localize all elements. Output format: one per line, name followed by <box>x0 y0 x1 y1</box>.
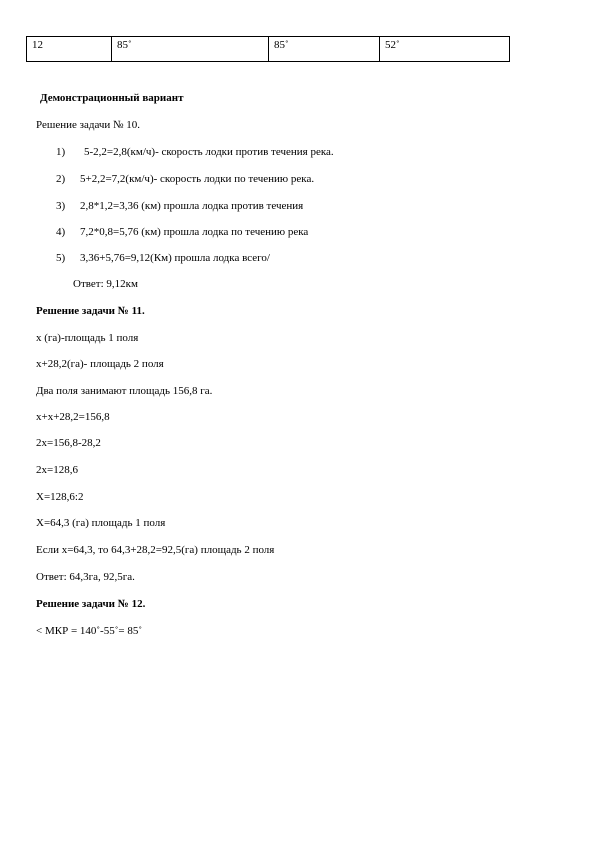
task10-step <box>56 252 270 264</box>
task11-line: х+28,2(га)- площадь 2 поля <box>36 358 164 370</box>
task12-line: < МКР = 140˚-55˚= 85˚ <box>36 625 142 637</box>
task11-heading: Решение задачи № 11. <box>36 305 145 317</box>
task11-line: х (га)-площадь 1 поля <box>36 332 139 344</box>
task11-line: 2х=128,6 <box>36 464 78 476</box>
task10-step <box>56 200 303 212</box>
step-text: 2,8*1,2=3,36 (км) прошла лодка против течения <box>80 200 304 212</box>
task11-line: Х=64,3 (га) площадь 1 поля <box>36 517 166 529</box>
table-cell: 52˚ <box>380 37 510 62</box>
answers-table <box>26 36 510 62</box>
step-text: 3,36+5,76=9,12(Км) прошла лодка всего/ <box>80 252 270 264</box>
table-row <box>27 37 510 62</box>
step-text: 5-2,2=2,8(км/ч)- скорость лодки против течения река. <box>84 146 334 158</box>
task11-line: 2х=156,8-28,2 <box>36 437 101 449</box>
task10-step <box>56 173 314 185</box>
step-text: 5+2,2=7,2(км/ч)- скорость лодки по течению река. <box>80 173 315 185</box>
task10-step <box>56 226 308 238</box>
task11-line: х+х+28,2=156,8 <box>36 411 110 423</box>
task10-answer: Ответ: 9,12км <box>73 278 138 290</box>
demo-title: Демонстрационный вариант <box>40 92 184 104</box>
step-number: 5) <box>56 252 66 264</box>
task11-line: Х=128,6:2 <box>36 491 84 503</box>
table-cell: 85˚ <box>269 37 380 62</box>
task12-heading: Решение задачи № 12. <box>36 598 146 610</box>
table-cell: 12 <box>27 37 112 62</box>
task11-line: Два поля занимают площадь 156,8 га. <box>36 385 213 397</box>
table-cell: 85˚ <box>112 37 269 62</box>
task11-line: Если х=64,3, то 64,3+28,2=92,5(га) площадь 2 поля <box>36 544 275 556</box>
step-number: 3) <box>56 200 66 212</box>
step-number: 4) <box>56 226 66 238</box>
step-text: 7,2*0,8=5,76 (км) прошла лодка по течению река <box>80 226 309 238</box>
task10-step <box>56 146 334 158</box>
step-number: 1) <box>56 146 66 158</box>
step-number: 2) <box>56 173 66 185</box>
task10-heading: Решение задачи № 10. <box>36 119 141 131</box>
task11-answer: Ответ: 64,3га, 92,5га. <box>36 571 135 583</box>
